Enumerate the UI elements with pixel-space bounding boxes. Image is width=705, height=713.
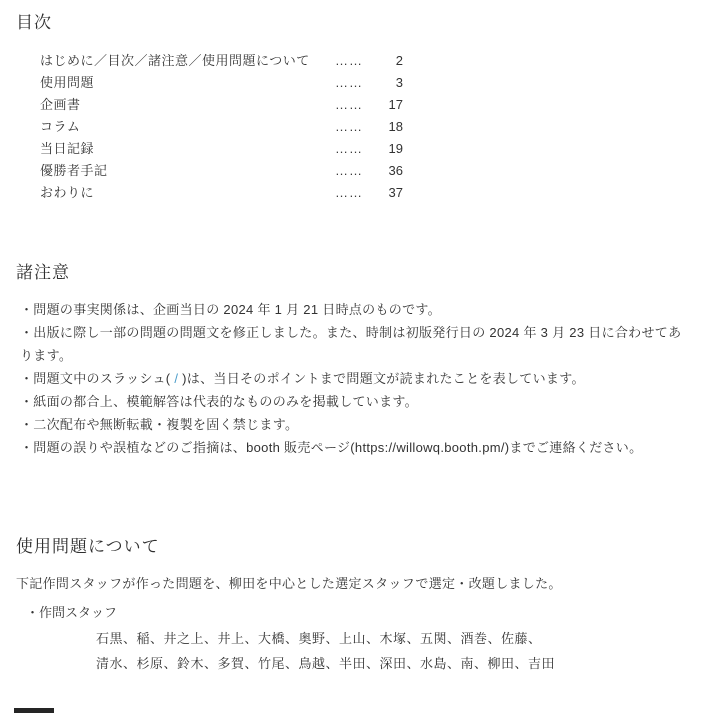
usage-intro: 下記作問スタッフが作った問題を、柳田を中心とした選定スタッフで選定・改題しました。 xyxy=(16,576,562,591)
note-item-errata-contact: ・問題の誤りや誤植などのご指摘は、booth 販売ページ(https://willowq.booth.pm/)までご連絡ください。 xyxy=(20,440,643,455)
note-slash-before: ・問題文中のスラッシュ( xyxy=(20,371,175,386)
toc-leader-dots: …… xyxy=(335,119,363,134)
toc-entry-label: コラム xyxy=(40,119,81,134)
slash-symbol: / xyxy=(174,371,179,386)
toc-page-number: 36 xyxy=(388,163,403,178)
toc-entry xyxy=(40,94,689,116)
toc-page-number: 19 xyxy=(388,141,403,156)
toc-entry xyxy=(40,116,689,138)
note-item-slash xyxy=(20,367,689,390)
toc-entry-label: 企画書 xyxy=(40,97,81,112)
staff-label: ・作問スタッフ xyxy=(26,605,118,620)
note-item-no-redistribution: ・二次配布や無断転載・複製を固く禁じます。 xyxy=(20,417,299,432)
toc-leader-dots: …… xyxy=(335,141,363,156)
toc-leader-dots: …… xyxy=(335,75,363,90)
toc-page-number: 17 xyxy=(388,97,403,112)
note-item-revision: ・出版に際し一部の問題の問題文を修正しました。また、時制は初版発行日の 2024 年 3 月 23 日に合わせてあります。 xyxy=(20,325,682,363)
toc-entry-label: 優勝者手記 xyxy=(40,163,108,178)
note-slash-after: )は、当日そのポイントまで問題文が読まれたことを表しています。 xyxy=(178,371,585,386)
toc-entry-label: 使用問題 xyxy=(40,75,95,90)
toc-list xyxy=(40,50,689,204)
next-block-partial-edge xyxy=(14,708,54,713)
staff-names xyxy=(96,626,689,676)
toc-entry xyxy=(40,138,689,160)
staff-names-line: 石黒、稲、井之上、井上、大橋、奥野、上山、木塚、五関、酒巻、佐藤、 xyxy=(96,631,542,646)
usage-heading: 使用問題について xyxy=(16,537,160,556)
notes-list xyxy=(20,298,689,459)
toc-page-number: 3 xyxy=(395,75,403,90)
toc-section xyxy=(16,12,689,204)
notes-heading: 諸注意 xyxy=(16,263,70,282)
toc-page-number: 18 xyxy=(388,119,403,134)
staff-names-line: 清水、杉原、鈴木、多賀、竹尾、鳥越、半田、深田、水島、南、柳田、吉田 xyxy=(96,656,556,671)
toc-entry-label: 当日記録 xyxy=(40,141,95,156)
toc-entry-label: おわりに xyxy=(40,185,95,200)
toc-entry xyxy=(40,50,689,72)
toc-entry-label: はじめに／目次／諸注意／使用問題について xyxy=(40,53,310,68)
toc-page-number: 2 xyxy=(395,53,403,68)
toc-leader-dots: …… xyxy=(335,53,363,68)
note-item-facts: ・問題の事実関係は、企画当日の 2024 年 1 月 21 日時点のものです。 xyxy=(20,302,441,317)
toc-leader-dots: …… xyxy=(335,163,363,178)
toc-leader-dots: …… xyxy=(335,185,363,200)
toc-page-number: 37 xyxy=(388,185,403,200)
toc-entry xyxy=(40,182,689,204)
toc-leader-dots: …… xyxy=(335,97,363,112)
toc-entry xyxy=(40,72,689,94)
notes-section xyxy=(16,262,689,459)
toc-entry xyxy=(40,160,689,182)
note-item-model-answers: ・紙面の都合上、模範解答は代表的なもののみを掲載しています。 xyxy=(20,394,418,409)
toc-heading: 目次 xyxy=(16,13,52,32)
usage-section xyxy=(16,536,689,676)
